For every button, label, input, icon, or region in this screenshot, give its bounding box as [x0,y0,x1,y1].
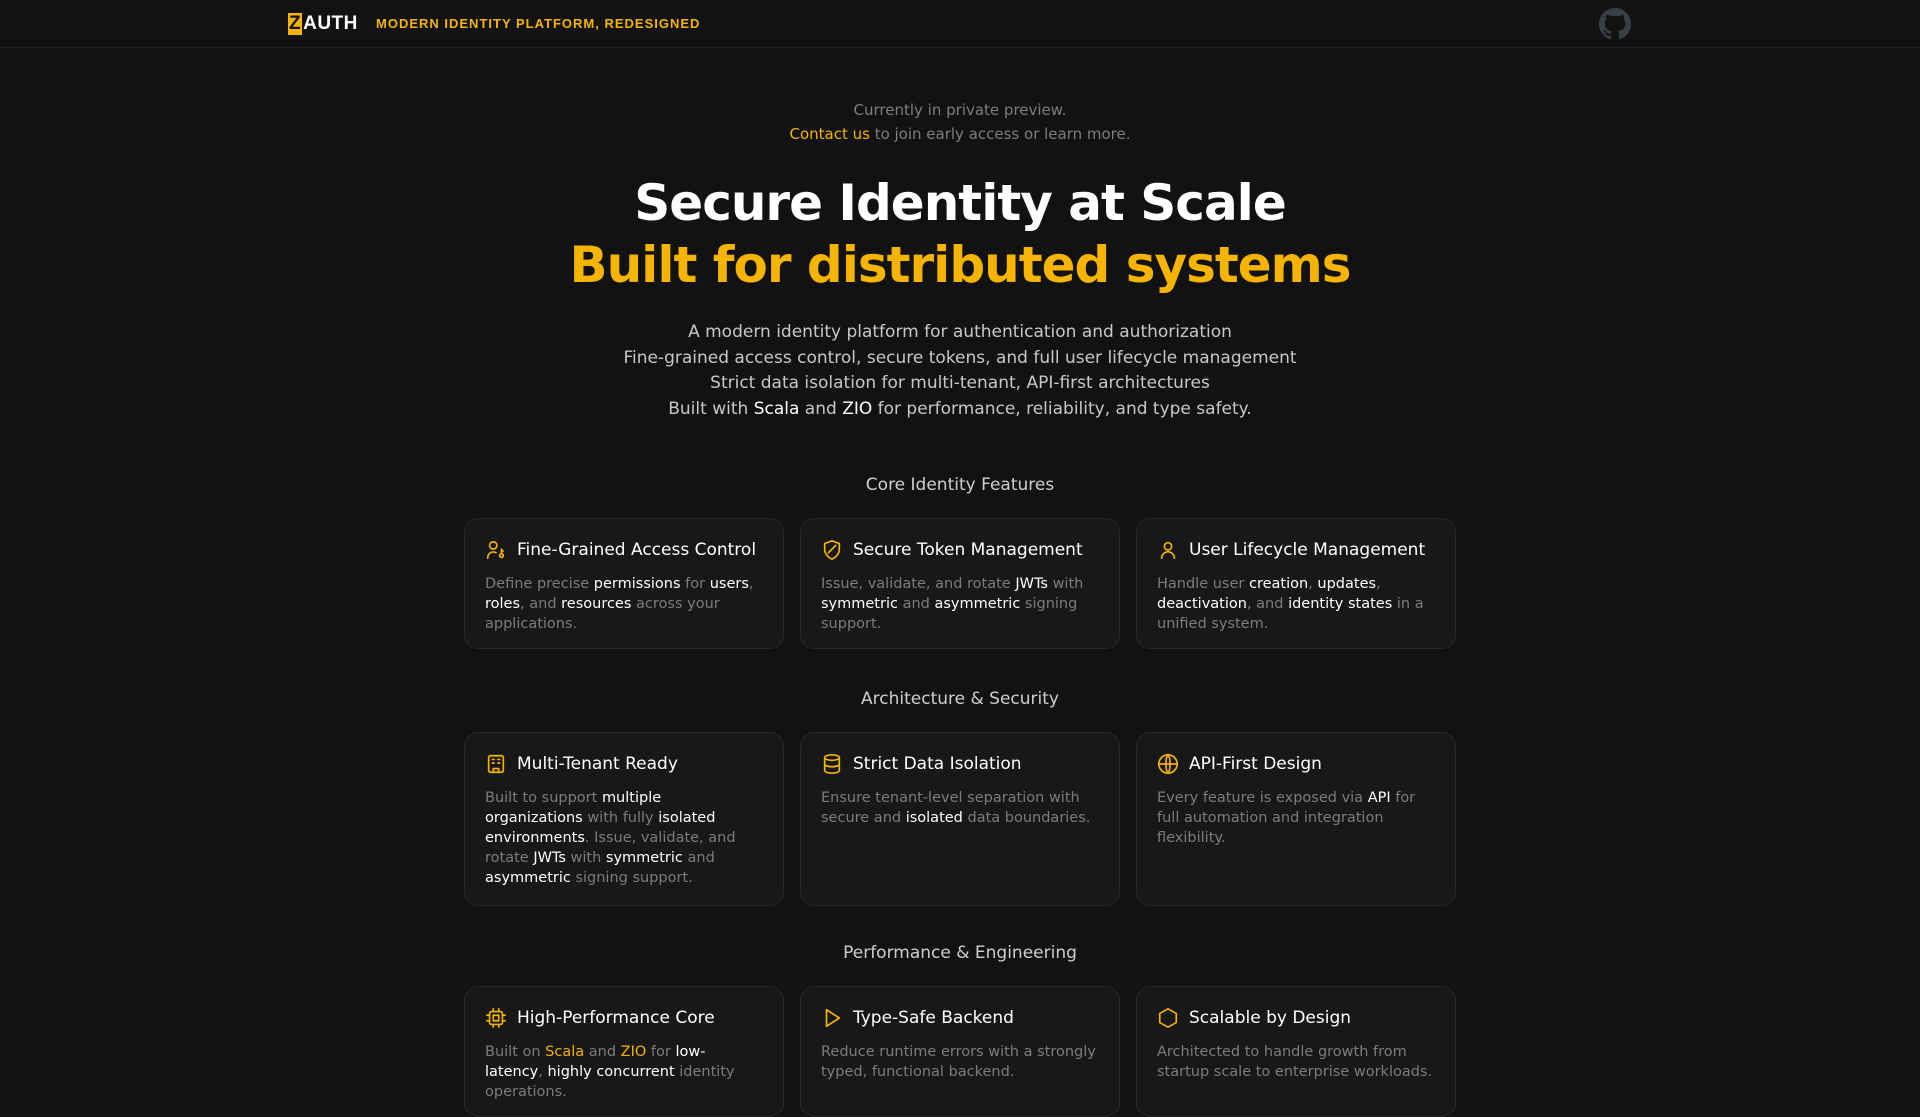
text: Architected to handle growth from startup scale to enterprise workloads. [1157,1044,1433,1080]
feature-description [821,1042,1099,1082]
text: Define precise [485,576,594,592]
text: in a unified system. [1157,596,1424,632]
text: , [1308,576,1318,592]
logo-mark: Z [289,13,302,34]
text: with fully [582,810,659,826]
text: and [584,1044,621,1060]
feature-description [821,574,1099,634]
github-icon[interactable] [1599,8,1631,40]
text: data boundaries. [962,810,1091,826]
hexagon-icon [1157,1007,1179,1029]
highlight-text: symmetric [821,596,898,612]
feature-title: Fine-Grained Access Control [517,540,757,560]
text: for [646,1044,676,1060]
feature-grid [464,986,1456,1117]
highlight-text: ZIO [620,1044,647,1060]
feature-card [1136,732,1456,906]
highlight-text: multiple organizations [485,790,662,826]
text: Issue, validate, and rotate [821,576,1016,592]
highlight-text: highly concurrent [547,1064,675,1080]
feature-card [464,732,784,906]
highlight-text: deactivation [1157,596,1247,612]
shield-icon [821,539,843,561]
text: with [1047,576,1084,592]
highlight-text: asymmetric [934,596,1021,612]
feature-section [0,473,1920,649]
highlight-text: creation [1248,576,1309,592]
feature-section [0,687,1920,906]
zio-highlight: ZIO [842,398,873,419]
feature-description [1157,1042,1435,1082]
highlight-text: low-latency [485,1044,706,1080]
text: Built on [485,1044,546,1060]
text: across your applications. [485,596,720,632]
hero-subtitle: Built for distributed systems [569,236,1351,294]
highlight-text: isolated environments [485,810,716,846]
highlight-text: users [709,576,749,592]
feature-description [1157,574,1435,634]
text: signing support. [821,596,1078,632]
logo-text: AUTH [303,13,358,34]
text: . Issue, validate, and rotate [485,830,736,866]
highlight-text: Scala [545,1044,585,1060]
text: Built with [668,398,754,419]
preview-text-rest: to join early access or learn more. [869,125,1131,143]
highlight-text: updates [1317,576,1377,592]
user-icon [1157,539,1179,561]
highlight-text: identity states [1288,596,1393,612]
feature-description [1157,788,1435,848]
feature-title: Scalable by Design [1189,1008,1352,1028]
text: , [538,1064,548,1080]
text: Built to support [485,790,602,806]
feature-title: Type-Safe Backend [853,1008,1014,1028]
highlight-text: isolated [905,810,963,826]
top-nav [0,0,1920,48]
feature-title: API-First Design [1189,754,1322,774]
text: and [799,398,843,419]
feature-description [485,1042,763,1102]
database-icon [821,753,843,775]
tagline: MODERN IDENTITY PLATFORM, REDESIGNED [376,16,701,31]
hero-line: Fine-grained access control, secure tokens, and full user lifecycle management [623,347,1297,368]
feature-card [800,518,1120,649]
feature-title: Secure Token Management [853,540,1083,560]
text: Reduce runtime errors with a strongly typed, functional backend. [821,1044,1096,1080]
contact-us-link[interactable]: Contact us [789,125,870,143]
feature-card [800,732,1120,906]
feature-description [485,788,763,888]
hero-description [0,320,1920,422]
text: , [748,576,754,592]
cpu-icon [485,1007,507,1029]
feature-description [485,574,763,634]
text: , and [520,596,562,612]
feature-title: High-Performance Core [517,1008,715,1028]
highlight-text: asymmetric [485,870,571,886]
building-icon [485,753,507,775]
feature-card [1136,986,1456,1117]
text: Handle user [1157,576,1249,592]
highlight-text: JWTs [1015,576,1048,592]
feature-card [464,986,784,1117]
hero-line: Strict data isolation for multi-tenant, API-first architectures [710,373,1210,393]
preview-notice [0,98,1920,146]
feature-section [0,941,1920,1117]
text: , and [1246,596,1289,612]
play-icon [821,1007,843,1029]
text: and [897,596,935,612]
text: and [682,850,715,866]
globe-icon [1157,753,1179,775]
feature-card [464,518,784,649]
feature-card [1136,518,1456,649]
hero-title-line: Secure Identity at Scale [634,174,1286,232]
highlight-text: JWTs [533,850,566,866]
highlight-text: resources [561,596,632,612]
feature-title: User Lifecycle Management [1189,540,1426,560]
feature-card [800,986,1120,1117]
section-title: Architecture & Security [861,689,1059,709]
feature-description [821,788,1099,828]
text: for performance, reliability, and type safety. [872,398,1252,419]
zauth-logo[interactable] [288,13,358,35]
feature-title: Strict Data Isolation [853,754,1022,774]
highlight-text: symmetric [605,850,683,866]
highlight-text: API [1367,790,1391,806]
hero-line: A modern identity platform for authentication and authorization [688,322,1232,342]
hero-title [0,172,1920,296]
preview-text: Currently in private preview. [853,101,1067,119]
user-key-icon [485,539,507,561]
text: for full automation and integration flexibility. [1157,790,1416,846]
text: identity operations. [485,1064,735,1100]
highlight-text: roles [485,596,521,612]
scala-highlight: Scala [753,398,800,419]
text: Every feature is exposed via [1157,790,1368,806]
section-title: Performance & Engineering [843,943,1077,963]
highlight-text: permissions [593,576,681,592]
hero-line [0,397,1920,423]
text: Ensure tenant-level separation with secure and [821,790,1080,826]
text: signing support. [570,870,693,886]
feature-title: Multi-Tenant Ready [517,754,678,774]
feature-grid [464,518,1456,649]
text: for [680,576,710,592]
text: with [565,850,606,866]
text: , [1376,576,1381,592]
section-title: Core Identity Features [865,475,1055,495]
feature-grid [464,732,1456,906]
